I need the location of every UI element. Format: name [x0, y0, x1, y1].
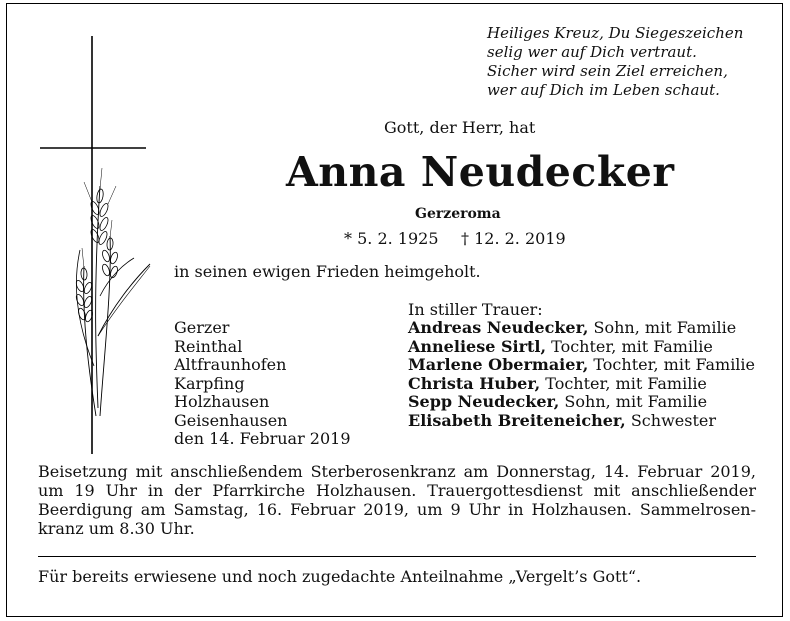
mourner-relation: Sohn, mit Familie [559, 392, 708, 411]
intro-text: Gott, der Herr, hat [384, 118, 536, 137]
mourner-name: Andreas Neudecker, [408, 318, 589, 337]
mourner-item [408, 393, 755, 412]
divider [38, 556, 756, 557]
cross-with-wheat-icon [38, 36, 158, 456]
mourning-title: In stiller Trauer: [408, 300, 543, 319]
mourner-item [408, 319, 755, 338]
mourner-name: Anneliese Sirtl, [408, 336, 547, 356]
mourner-name: Sepp Neudecker, [408, 392, 560, 411]
mourner-name: Elisabeth Breiteneicher, [408, 410, 626, 430]
mourner-item [408, 375, 755, 394]
poem-line: Heiliges Kreuz, Du Siegeszeichen [487, 24, 744, 42]
place-item: Gerzer [174, 318, 230, 337]
poem-line: wer auf Dich im Leben schaut. [487, 81, 720, 99]
mourner-item [408, 356, 755, 375]
mourner-item [408, 412, 755, 431]
place-item: Altfraunhofen [174, 355, 287, 374]
places-list [174, 319, 351, 449]
place-item: Geisenhausen [174, 410, 288, 430]
deceased-nickname: Gerzeroma [415, 206, 501, 222]
mourner-item [408, 338, 755, 357]
place-item: Holzhausen [174, 392, 270, 411]
funeral-details: Beisetzung mit anschließendem Sterberosenkranz am Donnerstag, 14. Februar 2019, um 19 Uhr in der Pfarrkirche Holzhausen. Trauergottesdienst mit anschließender Beerdigung am Samstag, 16. Februar 2019, um 9 Uhr in Holzhausen. Sammelrosen-kranz um 8.30 Uhr. [38, 462, 756, 538]
poem [487, 24, 743, 100]
birth-date: * 5. 2. 1925 [344, 229, 439, 248]
mourner-relation: Tochter, mit Familie [546, 336, 713, 356]
thanks-text: Für bereits erwiesene und noch zugedachte Anteilnahme „Vergelt’s Gott“. [38, 567, 642, 586]
mourner-relation: Tochter, mit Familie [588, 355, 756, 374]
poem-line: Sicher wird sein Ziel erreichen, [487, 62, 728, 80]
mourner-relation: Sohn, mit Familie [588, 318, 737, 337]
place-item: Karpfing [174, 373, 245, 393]
date-line: den 14. Februar 2019 [174, 429, 351, 448]
place-item: Reinthal [174, 336, 243, 356]
mourner-name: Christa Huber, [408, 373, 541, 393]
mourner-name: Marlene Obermaier, [408, 355, 589, 374]
mourners-list [408, 319, 755, 430]
mourner-relation: Schwester [625, 410, 716, 430]
mourner-relation: Tochter, mit Familie [540, 373, 707, 393]
poem-line: selig wer auf Dich vertraut. [487, 43, 697, 61]
death-date: † 12. 2. 2019 [461, 229, 566, 248]
after-name-text: in seinen ewigen Frieden heimgeholt. [174, 262, 481, 281]
deceased-name: Anna Neudecker [286, 148, 675, 196]
